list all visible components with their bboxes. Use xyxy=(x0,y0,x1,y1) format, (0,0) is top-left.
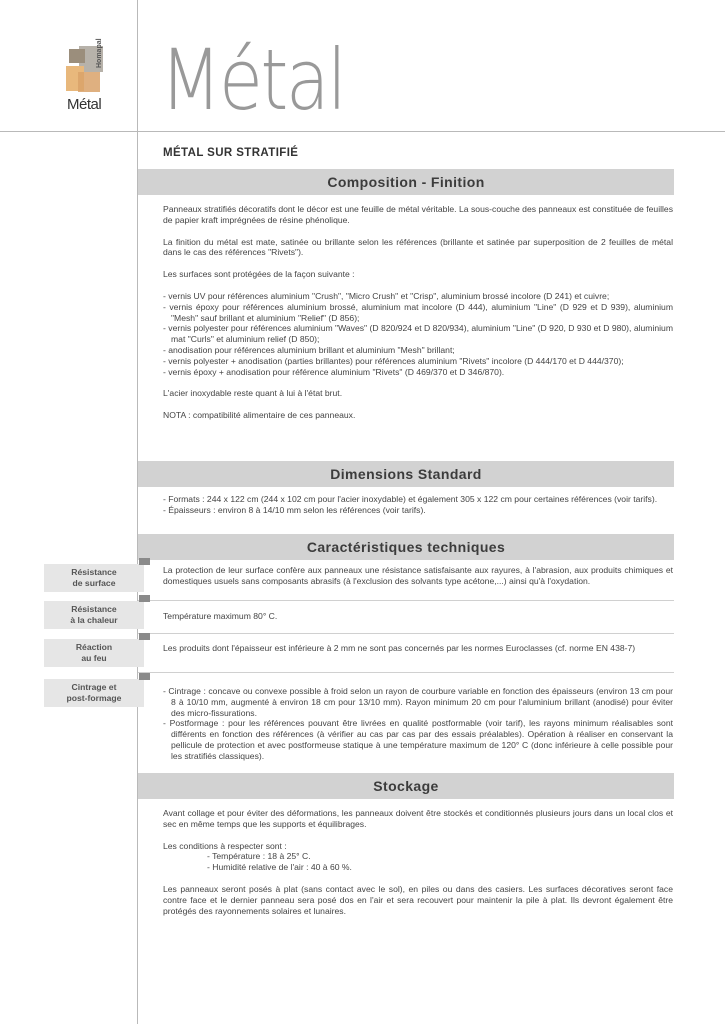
paragraph: Les surfaces sont protégées de la façon suivante : xyxy=(163,269,355,280)
paragraph: Les conditions à respecter sont : xyxy=(163,840,287,851)
list-item: - vernis polyester + anodisation (parties brillantes) pour références aluminium "Rivets" incolore (D 444/170 et D 444/370); xyxy=(163,355,624,366)
paragraph: Les panneaux seront posés à plat (sans contact avec le sol), en piles ou dans des casiers. Les surfaces décoratives seront face contre face et le dernier panneau sera posé dos en l'air et sera recouvert pour maintenir la pile à plat. Ils devront également être protégés des rayonnements solaires et lunaires. xyxy=(163,883,673,916)
vertical-rule xyxy=(137,0,138,1024)
list-item: - Postformage : pour les références pouvant être livrées en qualité postformable (voir tarif), les rayons minimum réalisables sont différents en fonction des références (à vérifier au cas par cas par des essais préalables). Opération à réaliser en conservant la pellicule de protection et avec postformeuse statique à une température maximum de 120° C (donc inférieure à celle possible pour les stratifiés classiques). xyxy=(163,718,673,761)
logo-square xyxy=(69,49,85,63)
paragraph: NOTA : compatibilité alimentaire de ces panneaux. xyxy=(163,410,356,421)
list-item: - vernis époxy + anodisation pour référence aluminium "Rivets" (D 469/370 et D 346/870). xyxy=(163,366,505,377)
row-separator xyxy=(138,633,674,634)
surface-resistance-text: La protection de leur surface confère aux panneaux une résistance satisfaisante aux rayures, à l'abrasion, aux produits chimiques et domestiques usuels sans composants abrasifs (à l'exclusion des solvants type acétone,...) ainsi qu'à l'oxydation. xyxy=(163,565,673,586)
dimensions-heading: Dimensions Standard xyxy=(138,461,674,487)
brand-logo xyxy=(66,38,118,136)
composition-heading: Composition - Finition xyxy=(138,169,674,195)
paragraph: La finition du métal est mate, satinée ou brillante selon les références (brillante et satinée par superposition de 2 feuilles de métal dans le cas des références "Rivets"). xyxy=(163,236,673,258)
label-line: Résistance xyxy=(71,604,117,614)
label-line: Réaction xyxy=(75,642,113,652)
list-item: - Épaisseurs : environ 8 à 14/10 mm selon les références (voir tarifs). xyxy=(163,504,426,515)
label-line: Cintrage et xyxy=(71,682,117,692)
dimensions-body xyxy=(163,494,673,516)
list-item: - anodisation pour références aluminium brillant et aluminium "Mesh" brillant; xyxy=(163,344,455,355)
list-item: - Humidité relative de l'air : 40 à 60 %. xyxy=(207,862,352,873)
label-tick xyxy=(139,558,150,565)
logo-word: Métal xyxy=(67,96,102,113)
paragraph: L'acier inoxydable reste quant à lui à l'état brut. xyxy=(163,388,343,399)
label-tick xyxy=(139,633,150,640)
label-line: à la chaleur xyxy=(70,615,118,625)
fire-reaction-text: Les produits dont l'épaisseur est inférieure à 2 mm ne sont pas concernés par les normes Euroclasses (cf. norme EN 438-7) xyxy=(163,643,636,653)
protection-list xyxy=(163,291,673,377)
list-item: - Formats : 244 x 122 cm (244 x 102 cm pour l'acier inoxydable) et également 305 x 122 cm pour certaines références (voir tarifs). xyxy=(163,494,658,504)
heat-resistance-text: Température maximum 80° C. xyxy=(163,611,278,621)
label-tick xyxy=(139,673,150,680)
section-title: MÉTAL SUR STRATIFIÉ xyxy=(163,147,299,159)
label-line: Résistance xyxy=(71,567,117,577)
paragraph: Panneaux stratifiés décoratifs dont le décor est une feuille de métal véritable. La sous-couche des panneaux est constituée de feuilles de papier kraft imprégnées de résine phénolique. xyxy=(163,204,673,225)
row-separator xyxy=(138,600,674,601)
list-item: - vernis polyester pour références aluminium "Waves" (D 820/924 et D 820/934), aluminium "Line" (D 920, D 930 et D 980), aluminium mat "Curls" et aluminium relief (D 850); xyxy=(163,323,673,345)
page-title: Métal xyxy=(160,31,345,129)
composition-body xyxy=(163,204,673,421)
label-line: de surface xyxy=(72,578,116,588)
paragraph: Avant collage et pour éviter des déformations, les panneaux doivent être stockés et conditionnés plusieurs jours dans un local clos et sec en même temps que les supports et équilibrages. xyxy=(163,808,673,829)
list-item: - Température : 18 à 25° C. xyxy=(207,851,311,862)
label-tick xyxy=(139,595,150,602)
storage-body xyxy=(163,808,673,916)
list-item: - vernis UV pour références aluminium "Crush", "Micro Crush" et "Crisp", aluminium brossé incolore (D 241) et cuivre; xyxy=(163,290,610,301)
bending-postforming-text xyxy=(163,686,673,762)
label-heat-resistance xyxy=(44,601,144,629)
label-line: au feu xyxy=(81,653,107,663)
logo-brand: Homapal xyxy=(96,38,103,68)
label-line: post-formage xyxy=(66,693,122,703)
characteristics-heading: Caractéristiques techniques xyxy=(138,534,674,560)
list-item: - vernis époxy pour références aluminium brossé, aluminium mat incolore (D 444), aluminium "Line" (D 929 et D 939), aluminium "Mesh" sauf brillant et aluminium "Relief" (D 856); xyxy=(163,301,673,323)
label-fire-reaction xyxy=(44,639,144,667)
label-surface-resistance xyxy=(44,564,144,592)
label-bending-postforming xyxy=(44,679,144,707)
logo-square xyxy=(78,72,100,92)
list-item: - Cintrage : concave ou convexe possible à froid selon un rayon de courbure variable en fonction des épaisseurs (environ 13 cm pour 8 à 10/10 mm, augmenté à environ 18 cm pour 13/10 mm). Rayon minimum 20 cm pour l'aluminium brillant (anodisé) pour éviter des micro-fissurations. xyxy=(163,686,673,718)
row-separator xyxy=(138,672,674,673)
storage-heading: Stockage xyxy=(138,773,674,799)
